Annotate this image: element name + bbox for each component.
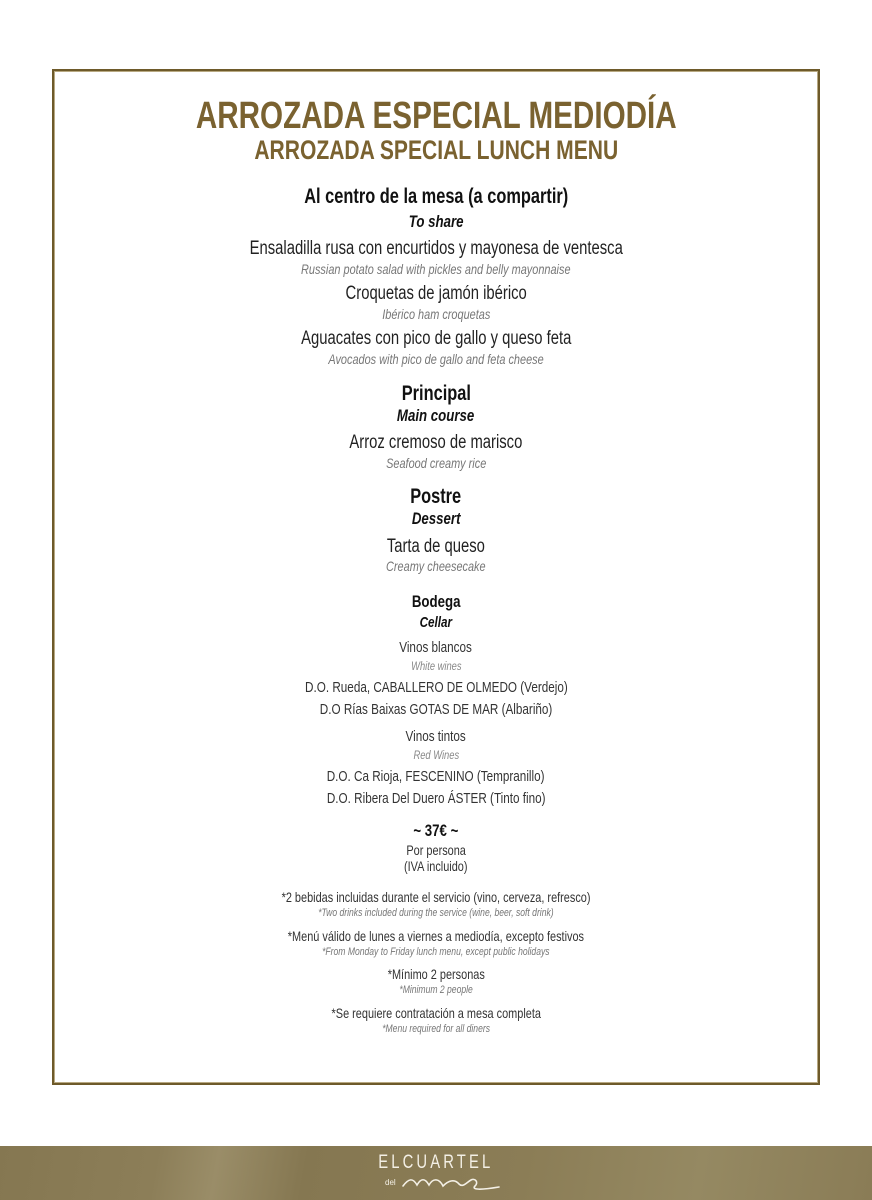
logo-wordmark: ELCUARTEL	[378, 1152, 494, 1173]
wine-category-white: Vinos blancos	[399, 639, 473, 656]
menu-item: Ensaladilla rusa con encurtidos y mayonesa de ventesca	[249, 238, 623, 259]
section-heading-cellar: Bodega	[411, 592, 461, 611]
condition-note: *Mínimo 2 personas	[387, 966, 485, 982]
price-per-person: Por persona	[406, 842, 466, 858]
price: ~ 37€ ~	[413, 821, 459, 840]
condition-note: *Se requiere contratación a mesa completa	[331, 1005, 541, 1021]
restaurant-logo	[361, 1152, 511, 1196]
wine-category-red-translation: Red Wines	[413, 748, 459, 762]
section-heading-to-share: Al centro de la mesa (a compartir)	[303, 185, 568, 208]
menu-item: Arroz cremoso de marisco	[349, 432, 523, 453]
logo-del-text: del	[385, 1178, 396, 1187]
wine-item: D.O Rías Baixas GOTAS DE MAR (Albariño)	[319, 701, 553, 718]
menu-title-english: ARROZADA SPECIAL LUNCH MENU	[254, 135, 618, 165]
menu-item: Croquetas de jamón ibérico	[345, 283, 527, 304]
section-subheading-main: Main course	[397, 406, 475, 425]
wine-category-red: Vinos tintos	[405, 728, 467, 745]
wine-category-white-translation: White wines	[410, 659, 462, 673]
menu-title-spanish: ARROZADA ESPECIAL MEDIODÍA	[195, 95, 677, 137]
condition-note-translation: *Minimum 2 people	[399, 984, 473, 996]
section-subheading-dessert: Dessert	[411, 509, 461, 528]
condition-note-translation: *Menu required for all diners	[382, 1023, 490, 1035]
price-tax-note: (IVA incluido)	[404, 858, 468, 874]
condition-note: *2 bebidas incluidas durante el servicio (vino, cerveza, refresco)	[281, 889, 591, 905]
condition-note-translation: *Two drinks included during the service (wine, beer, soft drink)	[318, 907, 554, 919]
section-heading-dessert: Postre	[410, 485, 462, 508]
condition-note: *Menú válido de lunes a viernes a mediodía, excepto festivos	[287, 928, 585, 944]
section-subheading-cellar: Cellar	[419, 614, 453, 631]
condition-note-translation: *From Monday to Friday lunch menu, except public holidays	[322, 946, 550, 958]
menu-item-translation: Creamy cheesecake	[386, 558, 486, 574]
section-subheading-to-share: To share	[408, 212, 464, 231]
menu-item-translation: Avocados with pico de gallo and feta cheese	[328, 351, 544, 367]
menu-item-translation: Russian potato salad with pickles and belly mayonnaise	[301, 261, 571, 277]
menu-item: Aguacates con pico de gallo y queso feta	[300, 328, 572, 349]
section-heading-main: Principal	[401, 382, 471, 405]
wine-item: D.O. Ca Rioja, FESCENINO (Tempranillo)	[327, 768, 545, 785]
menu-item: Tarta de queso	[386, 536, 486, 557]
wine-item: D.O. Ribera Del Duero ÁSTER (Tinto fino)	[326, 790, 546, 807]
logo-mar-script-icon	[401, 1174, 501, 1194]
menu-item-translation: Seafood creamy rice	[385, 455, 487, 471]
menu-item-translation: Ibérico ham croquetas	[381, 306, 491, 322]
footer-band	[0, 1146, 872, 1200]
wine-item: D.O. Rueda, CABALLERO DE OLMEDO (Verdejo)	[304, 679, 568, 696]
